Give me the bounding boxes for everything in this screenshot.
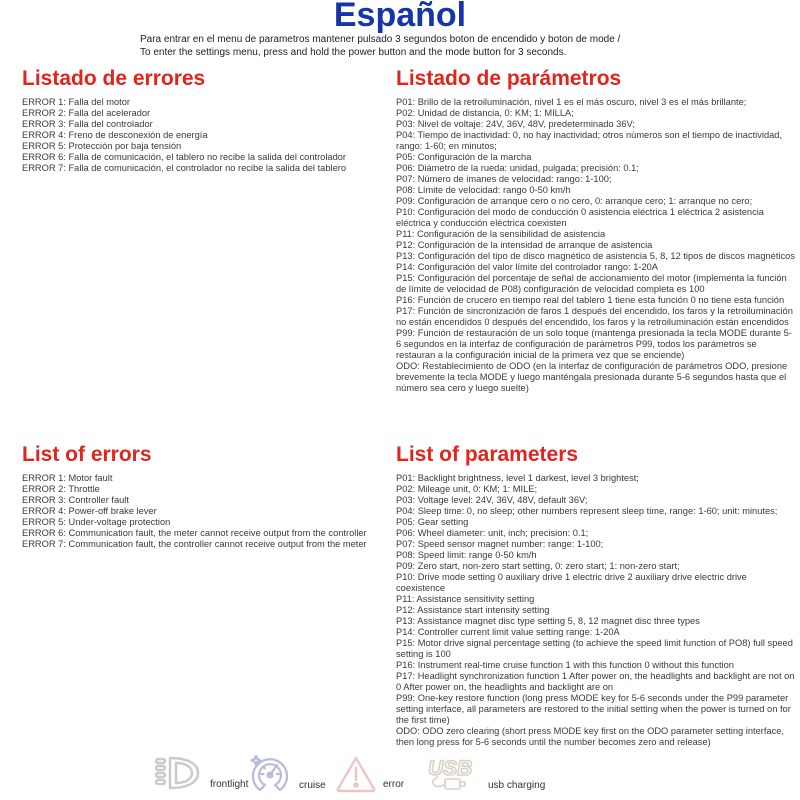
param-line: P09: Configuración de arranque cero o no cero, 0: arranque cero; 1: arranque no cero;	[396, 196, 753, 206]
frontlight-label: frontlight	[210, 779, 249, 790]
param-line: P08: Límite de velocidad: rango 0-50 km/h	[396, 185, 571, 195]
param-line: P02: Mileage unit, 0: KM; 1: MILE;	[396, 484, 538, 494]
param-line: P05: Gear setting	[396, 517, 469, 527]
param-line: P14: Controller current limit value setting range: 1-20A	[396, 627, 620, 637]
error-icon-art	[338, 758, 375, 791]
param-line: P17: Función de sincronización de faros 1 después del encendido, los faros y la retroiluminación no están encendidos 0 después del encendido, los faros y la retroiluminación están encendidos	[396, 306, 793, 327]
param-line: P08: Speed limit: range 0-50 km/h	[396, 550, 537, 560]
param-line: P06: Diámetro de la rueda: unidad, pulgada; precisión: 0.1;	[396, 163, 639, 173]
param-line: P15: Motor drive signal percentage setting (to achieve the speed limit function of PO8) full speed setting is 100	[396, 638, 793, 659]
error-line: ERROR 1: Falla del motor	[22, 97, 130, 107]
param-line: P05: Configuración de la marcha	[396, 152, 532, 162]
param-line: P06: Wheel diameter: unit, inch; precision: 0.1;	[396, 528, 589, 538]
param-line: P07: Número de imanes de velocidad: rango: 1-100;	[396, 174, 612, 184]
param-line: P03: Nivel de voltaje: 24V, 36V, 48V, predeterminado 36V;	[396, 119, 635, 129]
error-icon-group	[335, 755, 404, 794]
param-line: P13: Assistance magnet disc type setting 5, 8, 12 magnet disc three types	[396, 616, 700, 626]
param-line: P14: Configuración del valor límite del controlador rango: 1-20A	[396, 262, 659, 272]
error-line: ERROR 6: Communication fault, the meter cannot receive output from the controller	[22, 528, 367, 538]
param-line: P10: Drive mode setting 0 auxiliary drive 1 electric drive 2 auxiliary drive electric drive coexistence	[396, 572, 747, 593]
page-title: Español	[333, 0, 467, 34]
svg-text:USB: USB	[428, 757, 473, 780]
cruise-icon-group	[247, 752, 326, 795]
en-params-heading: List of parameters	[396, 443, 579, 466]
en-errors-heading: List of errors	[22, 443, 152, 466]
error-line: ERROR 7: Falla de comunicación, el controlador no recibe la salida del tablero	[22, 163, 347, 173]
error-line: ERROR 2: Falla del acelerador	[22, 108, 151, 118]
error-line: ERROR 7: Communication fault, the controller cannot receive output from the meter	[22, 539, 367, 549]
usb-charging-label: usb charging	[488, 780, 546, 791]
error-line: ERROR 4: Power-off brake lever	[22, 506, 157, 516]
es-params-list	[396, 97, 796, 394]
error-line: ERROR 5: Under-voltage protection	[22, 517, 171, 527]
param-line: P15: Configuración del porcentaje de señal de accionamiento del motor (implementa la función de límite de velocidad de P08) configuración de velocidad completa es 100	[396, 273, 787, 294]
error-line: ERROR 4: Freno de desconexión de energía	[22, 130, 208, 140]
param-line: P04: Tiempo de inactividad: 0, no hay inactividad; otros números son el tiempo de inactividad, rango: 1-60; en minutos;	[396, 130, 783, 151]
usb-icon	[424, 754, 482, 795]
param-line: P01: Backlight brightness, level 1 darkest, level 3 brightest;	[396, 473, 639, 483]
es-params-heading: Listado de parámetros	[396, 67, 622, 90]
param-line: P01: Brillo de la retroiluminación, nivel 1 es el más oscuro, nivel 3 es el más brillante;	[396, 97, 747, 107]
error-label: error	[383, 779, 405, 790]
frontlight-icon-art	[156, 758, 198, 788]
param-line: P09: Zero start, non-zero start setting, 0: zero start; 1: non-zero start;	[396, 561, 680, 571]
param-line: P04: Sleep time: 0, no sleep; other numbers represent sleep time, range: 1-60; unit: minutes;	[396, 506, 778, 516]
param-line: ODO: Restablecimiento de ODO (en la interfaz de configuración de parámetros ODO, presione brevemente la tecla MODE y luego manténgala presionada durante 5-6 segundos hasta que el número sea cero y luego suelte)	[396, 361, 788, 393]
section-en-errors	[22, 444, 390, 550]
param-line: P07: Speed sensor magnet number: range: 1-100;	[396, 539, 604, 549]
footer-icons-row	[0, 750, 800, 796]
error-line: ERROR 1: Motor fault	[22, 473, 113, 483]
param-line: P99: Función de restauración de un solo toque (mantenga presionada la tecla MODE durante 5-6 segundos en la interfaz de configuración de parámetros P99, todos los parámetros se restauran a la configuración inicial de la primera vez que se enciende)	[396, 328, 792, 360]
es-errors-heading: Listado de errores	[22, 67, 206, 90]
cruise-icon	[247, 752, 293, 795]
subtitle-spanish: Para entrar en el menu de parametros mantener pulsado 3 segundos boton de encendido y boton de mode /	[140, 34, 621, 45]
subtitle	[140, 33, 700, 59]
param-line: ODO: ODO zero clearing (short press MODE key first on the ODO parameter setting interface, then long press for 5-6 seconds until the number becomes zero and release)	[396, 726, 785, 747]
param-line: P11: Assistance sensitivity setting	[396, 594, 535, 604]
param-line: P02: Unidad de distancia, 0: KM; 1: MILLA;	[396, 108, 574, 118]
param-line: P16: Instrument real-time cruise function 1 with this function 0 without this function	[396, 660, 734, 670]
en-errors-list	[22, 473, 390, 550]
section-es-params	[396, 68, 796, 394]
error-line: ERROR 5: Protección por baja tensión	[22, 141, 182, 151]
section-es-errors	[22, 68, 390, 174]
section-en-params	[396, 444, 796, 748]
param-line: P99: One-key restore function (long press MODE key for 5-6 seconds under the P99 parameter setting interface, all parameters are restored to the initial setting when the power is turned on for the first time)	[396, 693, 791, 725]
frontlight-icon	[150, 754, 204, 794]
es-errors-list	[22, 97, 390, 174]
param-line: P10: Configuración del modo de conducción 0 asistencia eléctrica 1 eléctrica 2 asistencia eléctrica y conducción eléctrica coexisten	[396, 207, 764, 228]
param-line: P11: Configuración de la sensibilidad de asistencia	[396, 229, 606, 239]
param-line: P12: Assistance start intensity setting	[396, 605, 550, 615]
cruise-label: cruise	[299, 780, 326, 791]
en-params-list	[396, 473, 796, 748]
error-line: ERROR 6: Falla de comunicación, el tablero no recibe la salida del controlador	[22, 152, 347, 162]
param-line: P03: Voltage level: 24V, 36V, 48V, default 36V;	[396, 495, 588, 505]
error-icon	[335, 755, 377, 794]
subtitle-english: To enter the settings menu, press and hold the power button and the mode button for 3 seconds.	[140, 47, 567, 58]
error-line: ERROR 2: Throttle	[22, 484, 100, 494]
usb-icon-art	[428, 757, 472, 789]
param-line: P16: Función de crucero en tiempo real del tablero 1 tiene esta función 0 no tiene esta función	[396, 295, 785, 305]
usb-icon-group	[424, 754, 545, 795]
error-line: ERROR 3: Falla del controlador	[22, 119, 153, 129]
param-line: P17: Headlight synchronization function 1 After power on, the headlights and backlight are not on 0 After power on, the headlights and backlight are on	[396, 671, 795, 692]
error-line: ERROR 3: Controller fault	[22, 495, 129, 505]
frontlight-icon-group	[150, 754, 248, 794]
cruise-icon-art	[252, 756, 287, 790]
param-line: P13: Configuración del tipo de disco magnético de asistencia 5, 8, 12 tipos de discos magnéticos	[396, 251, 795, 261]
param-line: P12: Configuración de la intensidad de arranque de asistencia	[396, 240, 653, 250]
